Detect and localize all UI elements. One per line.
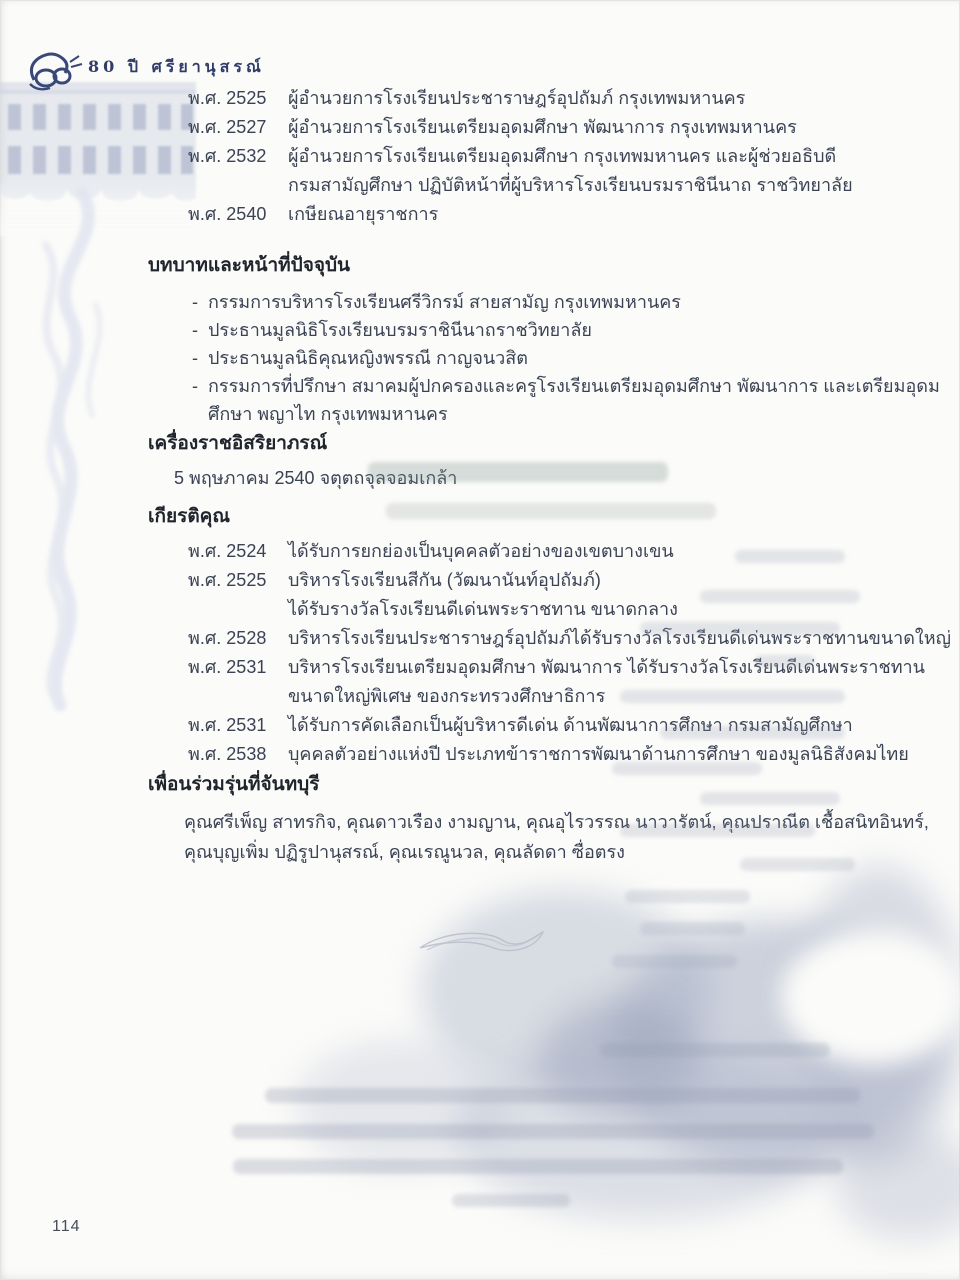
bullet-dash: - — [192, 348, 198, 368]
role-text: ศึกษา พญาไท กรุงเทพมหานคร — [208, 404, 448, 424]
bleed-through-text — [265, 1088, 860, 1103]
classmates-line: คุณศรีเพ็ญ สาทรกิจ, คุณดาวเรือง งามญาน, คุณอุไรวรรณ นาวารัตน์, คุณปราณีต เชื้อสนิทอินทร์, — [184, 812, 929, 832]
career-text: เกษียณอายุราชการ — [288, 204, 439, 224]
bleed-through-text — [368, 462, 668, 482]
bleed-through-text — [620, 690, 845, 703]
bleed-through-text — [640, 622, 840, 635]
honor-text: ขนาดใหญ่พิเศษ ของกระทรวงศึกษาธิการ — [288, 686, 606, 706]
career-entry — [148, 200, 890, 229]
honor-text: บุคคลตัวอย่างแห่งปี ประเภทข้าราชการพัฒนาด้านการศึกษา ของมูลนิธิสังคมไทย — [288, 744, 909, 764]
career-text: ผู้อำนวยการโรงเรียนเตรียมอุดมศึกษา กรุงเทพมหานคร และผู้ช่วยอธิบดี — [288, 146, 837, 166]
bleed-through-text — [620, 824, 815, 837]
list-item — [148, 288, 890, 316]
bullet-dash: - — [192, 320, 198, 340]
role-text: ประธานมูลนิธิโรงเรียนบรมราชินีนาถราชวิทยาลัย — [208, 320, 592, 340]
page-title: 80 ปี ศรียานุสรณ์ — [88, 57, 265, 76]
section-heading-classmates: เพื่อนร่วมรุ่นที่จันทบุรี — [148, 774, 320, 795]
career-year: พ.ศ. 2540 — [188, 204, 267, 224]
current-roles-list — [148, 288, 940, 428]
role-text: กรรมการที่ปรึกษา สมาคมผู้ปกครองและครูโรงเรียนเตรียมอุดมศึกษา พัฒนาการ และเตรียมอุดม — [208, 376, 940, 396]
bleed-through-text — [735, 550, 845, 563]
bleed-through-text — [740, 858, 855, 871]
honor-text: บริหารโรงเรียนสีกัน (วัฒนานันท์อุปถัมภ์) — [288, 570, 601, 590]
career-text: กรมสามัญศึกษา ปฏิบัติหน้าที่ผู้บริหารโรงเรียนบรมราชินีนาถ ราชวิทยาลัย — [288, 175, 853, 195]
honor-year: พ.ศ. 2524 — [188, 541, 267, 561]
flourish-ornament-icon — [415, 922, 550, 962]
honor-text: บริหารโรงเรียนเตรียมอุดมศึกษา พัฒนาการ ได้รับรางวัลโรงเรียนดีเด่นพระราชทาน — [288, 657, 925, 677]
honor-year: พ.ศ. 2531 — [188, 657, 267, 677]
career-entry — [148, 113, 890, 142]
bullet-dash: - — [192, 292, 198, 312]
list-item — [148, 316, 890, 344]
honor-year: พ.ศ. 2538 — [188, 744, 267, 764]
career-entry — [148, 84, 890, 113]
bleed-through-text — [233, 1159, 843, 1174]
career-year: พ.ศ. 2532 — [188, 146, 267, 166]
honor-text: ได้รับการยกย่องเป็นบุคคลตัวอย่างของเขตบางเขน — [288, 541, 674, 561]
section-heading-current-roles: บทบาทและหน้าที่ปัจจุบัน — [148, 255, 351, 276]
honor-text: ได้รับการคัดเลือกเป็นผู้บริหารดีเด่น ด้านพัฒนาการศึกษา กรมสามัญศึกษา — [288, 715, 853, 735]
bleed-through-text — [386, 503, 716, 519]
list-item — [148, 372, 940, 428]
honor-year: พ.ศ. 2528 — [188, 628, 267, 648]
role-text: ประธานมูลนิธิคุณหญิงพรรณี กาญจนวสิต — [208, 348, 528, 368]
script-watermark — [12, 185, 116, 730]
bleed-through-text — [700, 792, 840, 805]
honor-year: พ.ศ. 2525 — [188, 570, 267, 590]
classmates-line: คุณบุญเพิ่ม ปฏิรูปานุสรณ์, คุณเรณูนวล, คุณลัดดา ซื่อตรง — [184, 842, 625, 862]
honor-text: บริหารโรงเรียนประชาราษฎร์อุปถัมภ์ได้รับรางวัลโรงเรียนดีเด่นพระราชทานขนาดใหญ่ — [288, 628, 951, 648]
anniversary-logo-icon — [24, 46, 86, 104]
honor-text: ได้รับรางวัลโรงเรียนดีเด่นพระราชทาน ขนาดกลาง — [288, 599, 678, 619]
bleed-through-text — [625, 890, 750, 903]
career-year: พ.ศ. 2525 — [188, 88, 267, 108]
page-number: 114 — [52, 1218, 81, 1235]
bleed-through-text — [600, 1043, 830, 1057]
bullet-dash: - — [192, 376, 198, 396]
bleed-through-text — [700, 590, 860, 603]
role-text: กรรมการบริหารโรงเรียนศรีวิกรม์ สายสามัญ กรุงเทพมหานคร — [208, 292, 681, 312]
bleed-through-blob — [295, 1040, 505, 1170]
career-year: พ.ศ. 2527 — [188, 117, 267, 137]
career-entry — [148, 142, 890, 200]
bleed-through-text — [612, 762, 762, 775]
bleed-through-text — [755, 655, 815, 668]
career-text: ผู้อำนวยการโรงเรียนประชาราษฎร์อุปถัมภ์ กรุงเทพมหานคร — [288, 88, 746, 108]
honor-entry — [148, 740, 909, 769]
decoration-item: 5 พฤษภาคม 2540 จตุตถจุลจอมเกล้า — [174, 468, 458, 488]
section-heading-honors: เกียรติคุณ — [148, 506, 231, 527]
bleed-through-text — [452, 1194, 570, 1207]
section-heading-royal-decorations: เครื่องราชอิสริยาภรณ์ — [148, 433, 328, 454]
honor-year: พ.ศ. 2531 — [188, 715, 267, 735]
bleed-through-text — [660, 726, 845, 739]
list-item — [148, 344, 890, 372]
bleed-through-text — [232, 1124, 874, 1139]
career-text: ผู้อำนวยการโรงเรียนเตรียมอุดมศึกษา พัฒนาการ กรุงเทพมหานคร — [288, 117, 797, 137]
career-list — [148, 84, 890, 229]
